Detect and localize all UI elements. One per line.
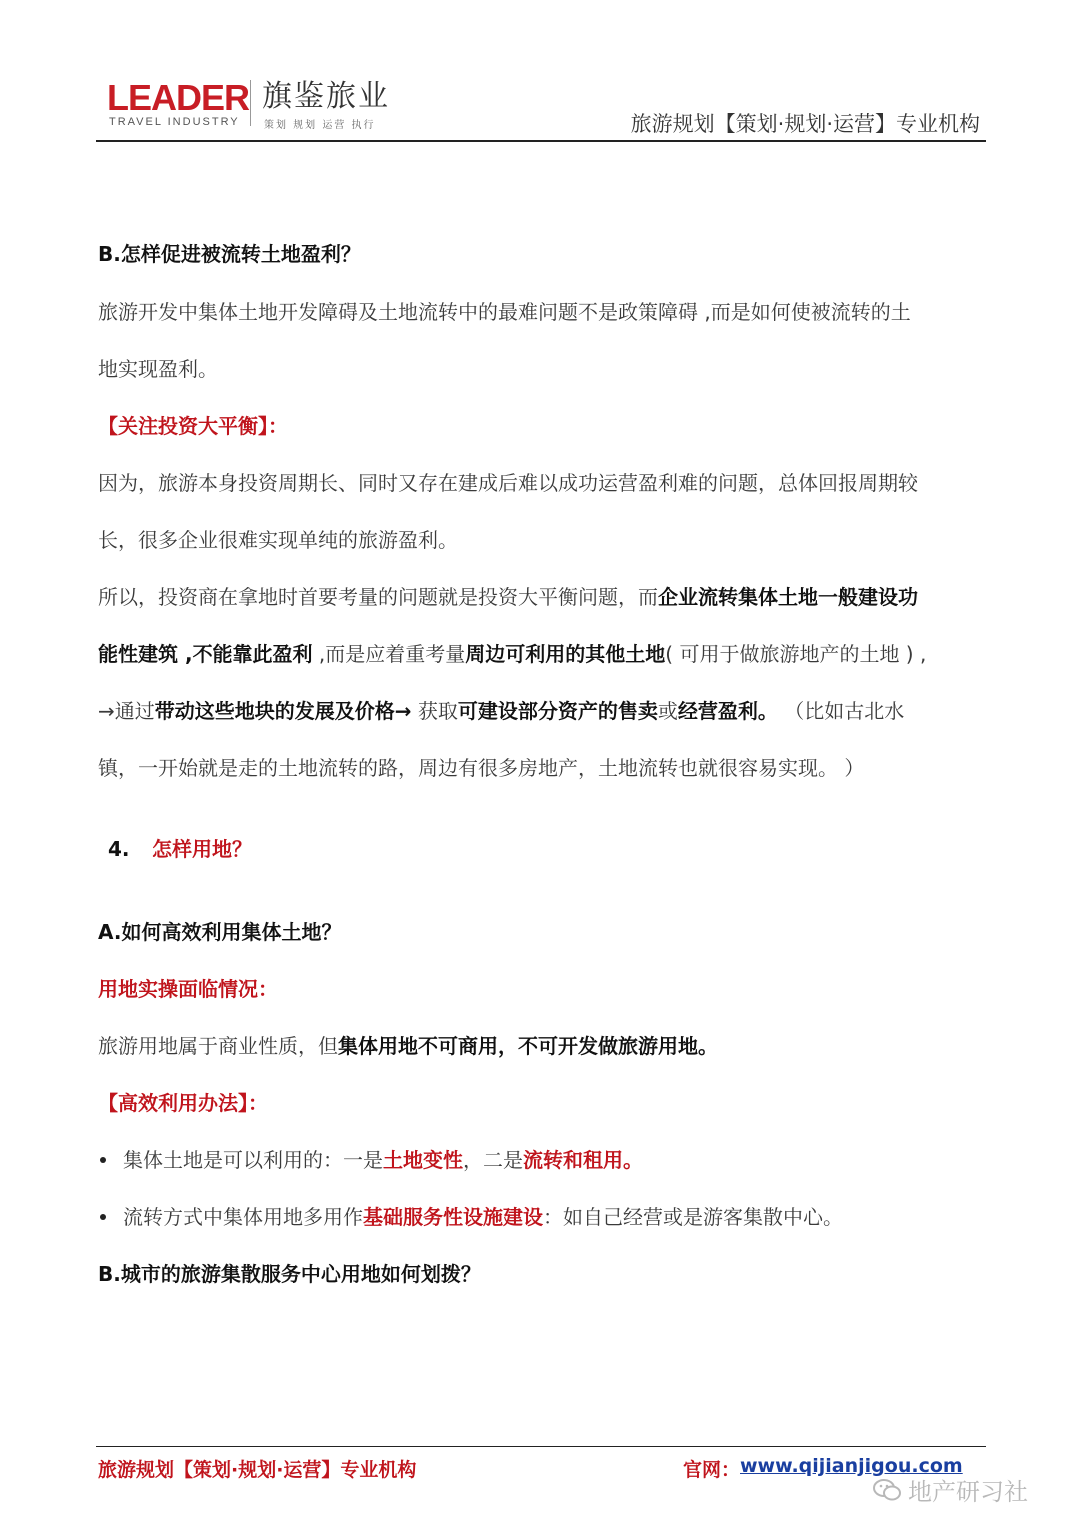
text-run: 所以，投资商在拿地时首要考量的问题就是投资大平衡问题，而 [98, 585, 658, 609]
wechat-icon [872, 1478, 902, 1502]
logo-divider [250, 80, 251, 126]
section-b2-title: B.城市的旅游集散服务中心用地如何划拨？ [98, 1262, 481, 1286]
footer-website-link[interactable]: www.qijianjigou.com [740, 1455, 963, 1477]
footer-website-label: 官网： [683, 1459, 741, 1481]
paragraph-line: 地实现盈利。 [98, 357, 218, 381]
paragraph-line [98, 639, 988, 669]
bold-text: 可建设部分资产的售卖 [457, 699, 658, 723]
text-run: 或 [657, 699, 678, 723]
paragraph-line: 旅游开发中集体土地开发障碍及土地流转中的最难问题不是政策障碍 ,而是如何使被流转的土 [98, 300, 911, 324]
bold-text: 不能靠此盈利 [192, 642, 313, 666]
text-run: 集体土地是可以利用的：一是 [123, 1148, 383, 1172]
logo-slogan: 策划 规划 运营 执行 [264, 120, 376, 131]
logo-chinese-name: 旗鉴旅业 [262, 79, 390, 114]
paragraph-line: 因为，旅游本身投资周期长、同时又存在建成后难以成功运营盈利难的问题，总体回报周期较 [98, 471, 918, 495]
logo-leader: LEADER [107, 77, 250, 118]
text-run: ：如自己经营或是游客集散中心。 [543, 1205, 843, 1229]
bold-text: , [178, 642, 193, 666]
text-run: 流转方式中集体用地多用作 [123, 1205, 363, 1229]
section-a-title: A.如何高效利用集体土地？ [98, 920, 342, 944]
method-heading: 【高效利用办法】： [98, 1091, 268, 1115]
bold-text: 企业流转集体土地一般建设功 [658, 585, 918, 609]
text-run: 旅游用地属于商业性质，但 [98, 1034, 338, 1058]
section-title: 怎样用地？ [152, 837, 252, 861]
situation-heading: 用地实操面临情况： [98, 977, 278, 1001]
bullet-item [123, 1202, 1013, 1232]
paragraph-line [98, 1031, 988, 1061]
highlight-text: 基础服务性设施建设 [363, 1205, 543, 1229]
watermark [872, 1472, 1028, 1507]
paragraph-line: 长，很多企业很难实现单纯的旅游盈利。 [98, 528, 458, 552]
text-run: 获取 [411, 699, 458, 723]
section-4-heading [108, 834, 998, 864]
section-number: 4. [108, 837, 130, 861]
bold-text: 集体用地不可商用，不可开发做旅游用地。 [338, 1034, 718, 1058]
paragraph-line: 镇，一开始就是走的土地流转的路，周边有很多房地产，土地流转也就很容易实现。 ） [98, 756, 865, 780]
bold-text: 周边可利用的其他土地 [465, 642, 666, 666]
footer-tagline: 旅游规划【策划·规划·运营】专业机构 [98, 1459, 417, 1481]
text-run: ，二是 [463, 1148, 523, 1172]
focus-heading: 【关注投资大平衡】： [98, 414, 288, 438]
header-tagline: 旅游规划【策划·规划·运营】专业机构 [630, 112, 980, 136]
highlight-text: 土地变性 [383, 1148, 463, 1172]
text-run: ,而是应着重考量 [312, 642, 466, 666]
bold-text: 带动这些地块的发展及价格→ [154, 699, 412, 723]
watermark-text: 地产研习社 [908, 1478, 1028, 1506]
bold-text: 能性建筑 [98, 642, 178, 666]
bullet-item [123, 1145, 1013, 1175]
highlight-text: 流转和租用。 [523, 1148, 643, 1172]
bullet-dot [100, 1157, 106, 1163]
paragraph-line [98, 582, 988, 612]
text-run: →通过 [98, 699, 155, 723]
bullet-dot [100, 1214, 106, 1220]
text-run: ( 可用于做旅游地产的土地 ) , [665, 642, 927, 666]
bold-text: 经营盈利。 [677, 699, 778, 723]
logo-subtitle: TRAVEL INDUSTRY [109, 116, 240, 128]
footer-divider [96, 1446, 986, 1447]
paragraph-line [98, 696, 988, 726]
section-b-title: B.怎样促进被流转土地盈利？ [98, 242, 361, 266]
header-divider [96, 140, 986, 142]
text-run: （比如古北水 [777, 699, 905, 723]
